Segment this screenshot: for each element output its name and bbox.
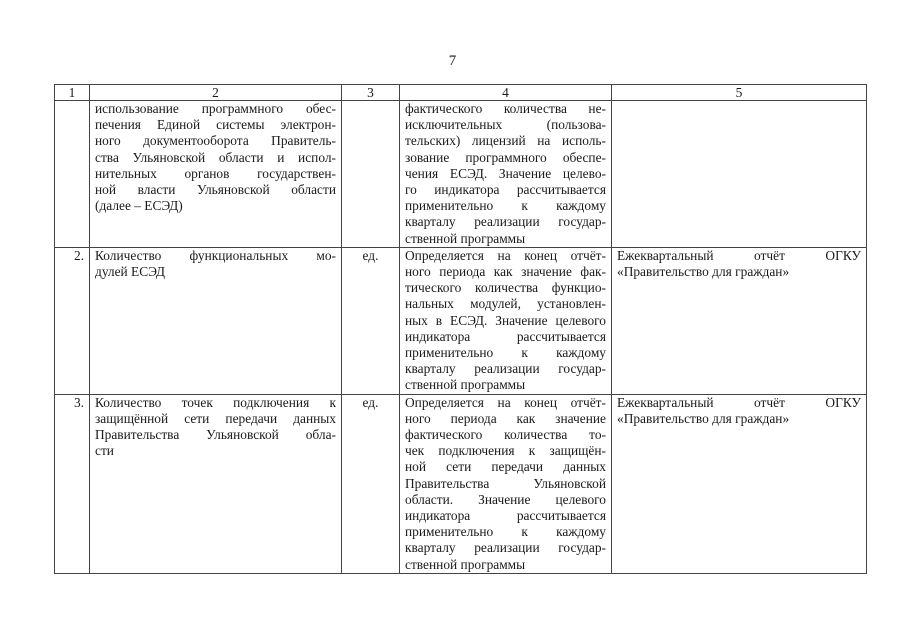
text-line: исключительных (пользова- [405,117,606,133]
unit-cell: ед. [342,394,400,573]
text-line: ственной программы [405,230,526,246]
text-line: Ежеквартальный отчёт ОГКУ [617,247,861,263]
indicator-name-cell [90,247,342,394]
text-line: защищённой сети передачи данных [95,410,336,426]
column-number-row [55,85,867,101]
text-line: ной власти Ульяновской области [95,182,336,198]
method-cell [400,394,612,573]
text-line: «Правительство для граждан» [617,264,790,280]
text-line: ных в ЕСЭД. Значение целевого [405,312,606,328]
text-line: использование программного обес- [95,101,336,116]
text-line: области. Значение целевого [405,491,606,507]
column-number-1: 1 [55,85,90,101]
text-line: ственной программы [405,556,526,572]
text-line: фактического количества не- [405,101,606,116]
source-cell [612,101,867,248]
table-row [55,394,867,573]
method-cell [400,101,612,248]
text-line: Правительства Ульяновской обла- [95,427,336,443]
text-line: печения Единой системы электрон- [95,117,336,133]
indicator-name-cell [90,101,342,248]
column-number-5: 5 [612,85,867,101]
row-number-cell: 3. [55,394,90,573]
page-number: 7 [448,53,457,69]
text-line: кварталу реализации государ- [405,361,606,377]
text-line: индикатора рассчитывается [405,328,606,344]
text-line: Правительства Ульяновской [405,475,606,491]
text-line: кварталу реализации государ- [405,214,606,230]
unit-cell [342,101,400,248]
text-line: применительно к каждому [405,524,606,540]
text-line: кварталу реализации государ- [405,540,606,556]
text-line: (далее – ЕСЭД) [95,198,183,214]
text-line: Ежеквартальный отчёт ОГКУ [617,394,861,410]
text-line: индикатора рассчитывается [405,508,606,524]
column-number-3: 3 [342,85,400,101]
source-cell [612,394,867,573]
table-row [55,247,867,394]
text-line: ного документооборота Правитель- [95,133,336,149]
text-line: го индикатора рассчитывается [405,182,606,198]
text-line: ного периода как значение [405,410,606,426]
column-number-2: 2 [90,85,342,101]
text-line: нальных модулей, установлен- [405,296,606,312]
indicator-table [54,84,867,574]
column-number-4: 4 [400,85,612,101]
text-line: Определяется на конец отчёт- [405,394,606,410]
text-line: чек подключения к защищён- [405,443,606,459]
table-row-continuation [55,101,867,248]
unit-cell: ед. [342,247,400,394]
text-line: «Правительство для граждан» [617,410,790,426]
text-line: Определяется на конец отчёт- [405,247,606,263]
source-cell [612,247,867,394]
text-line: ства Ульяновской области и испол- [95,149,336,165]
text-line: применительно к каждому [405,345,606,361]
text-line: нительных органов государствен- [95,165,336,181]
text-line: дулей ЕСЭД [95,264,166,280]
text-line: фактического количества то- [405,427,606,443]
row-number-cell [55,101,90,248]
text-line: ной сети передачи данных [405,459,606,475]
method-cell [400,247,612,394]
text-line: Количество точек подключения к [95,394,336,410]
text-line: Количество функциональных мо- [95,247,336,263]
text-line: ного периода как значение фак- [405,264,606,280]
row-number-cell: 2. [55,247,90,394]
text-line: тельских) лицензий на исполь- [405,133,606,149]
text-line: тического количества функцио- [405,280,606,296]
text-line: применительно к каждому [405,198,606,214]
indicator-name-cell [90,394,342,573]
text-line: чения ЕСЭД. Значение целево- [405,165,606,181]
text-line: ственной программы [405,377,526,393]
text-line: зование программного обеспе- [405,149,606,165]
text-line: сти [95,443,114,459]
